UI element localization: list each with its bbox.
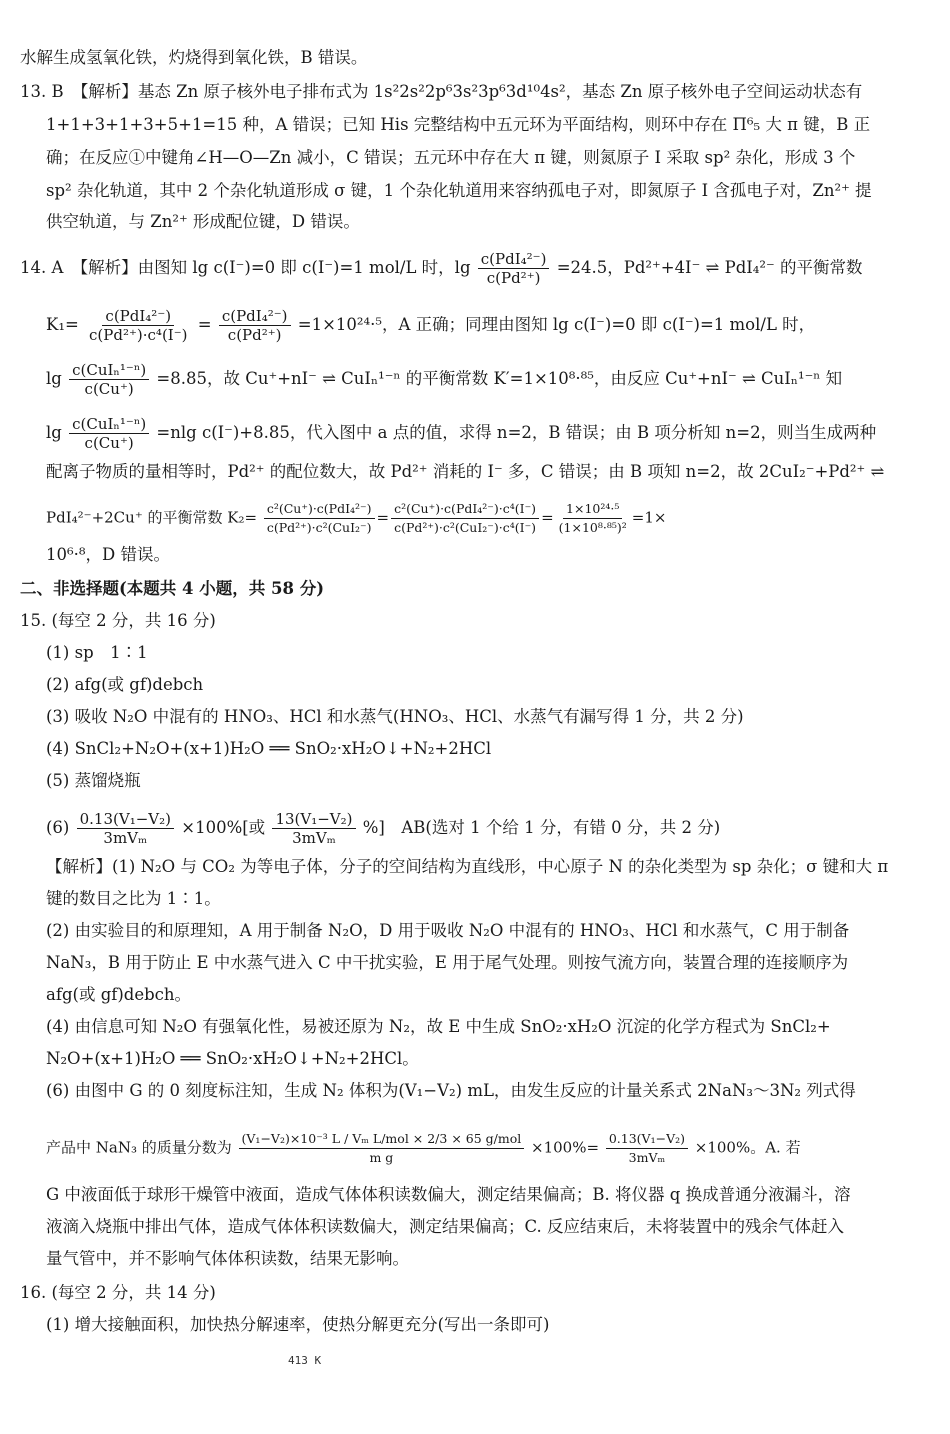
q15-text: (6) [46, 818, 70, 837]
q15-answer-6 [46, 810, 932, 847]
q15-explain-11: 液滴入烧瓶中排出气体，造成气体体积读数偏大，测定结果偏高；C. 反应结束后，未将装置中的残余气体赶入 [46, 1217, 845, 1236]
q15-text: ×100%[或 [181, 818, 266, 837]
q14-text: = [197, 315, 212, 334]
q15-explain-1: 【解析】(1) N₂O 与 CO₂ 为等电子体，分子的空间结构为直线形，中心原子 N 的杂化类型为 sp 杂化；σ 键和大 π [46, 857, 889, 876]
q15-explain-10: G 中液面低于球形干燥管中液面，造成气体体积读数偏大，测定结果偏高；B. 将仪器 q 换成普通分液漏斗，溶 [46, 1185, 851, 1204]
denominator: c(Pd²⁺)·c²(CuI₂⁻) [266, 520, 372, 535]
q13-line-3: 确；在反应①中键角∠H—O—Zn 减小，C 错误；五元环中存在大 π 键，则氮原子 Ⅰ 采取 sp² 杂化，形成 3 个 [46, 148, 856, 167]
fraction [391, 500, 539, 537]
q14-line-6: PdI₄²⁻+2Cu⁺ 的平衡常数 K₂= c²(Cu⁺)·c(PdI₄²⁻) c(Pd²⁺)·c²(CuI₂⁻) = c²(Cu⁺)·c(PdI₄²⁻)·c⁴(I⁻) c(Pd²⁺)·c²(CuI₂⁻)·c⁴(I⁻) = $\frac{\text{1×10²⁴·⁵}}{\text{(1×10⁸·⁸⁵)²}}$ =1× [46, 501, 667, 535]
numerator: 0.13(V₁−V₂) [77, 810, 174, 829]
q15-explain-7: N₂O+(x+1)H₂O ══ SnO₂·xH₂O↓+N₂+2HCl。 [46, 1049, 419, 1068]
q15-explain-9 [46, 1130, 932, 1167]
q14-line-1 [20, 250, 932, 287]
q15-head: 15. (每空 2 分，共 16 分) [20, 611, 216, 630]
q14-line-4 [46, 415, 932, 452]
q15-text: ×100%= [531, 1138, 600, 1157]
q14-line-5: 配离子物质的量相等时，Pd²⁺ 的配位数大，故 Pd²⁺ 消耗的 I⁻ 多，C 错误；由 B 项知 n=2，故 2CuI₂⁻+Pd²⁺ ⇌ [46, 462, 885, 481]
q16-answer-1: (1) 增大接触面积，加快热分解速率，使热分解更充分(写出一条即可) [46, 1315, 550, 1334]
q15-answer-2: (2) afg(或 gf)debch [46, 675, 204, 694]
fraction [69, 361, 149, 398]
numerator: (V₁−V₂)×10⁻³ L / Vₘ L/mol × 2/3 × 65 g/mol [239, 1130, 525, 1149]
q15-explain-12: 量气管中，并不影响气体体积读数，结果无影响。 [46, 1249, 409, 1268]
numerator: c(PdI₄²⁻) [478, 250, 550, 269]
denominator: c(Cu⁺) [84, 380, 134, 398]
q14-text: lg [46, 369, 62, 388]
denominator: 3mVₘ [292, 829, 336, 847]
q14-line-3 [46, 361, 932, 398]
q14-line-7: 10⁶·⁸，D 错误。 [46, 545, 170, 564]
q13-line-1: 13. B 【解析】基态 Zn 原子核外电子排布式为 1s²2s²2p⁶3s²3p⁶3d¹⁰4s²，基态 Zn 原子核外电子空间运动状态有 [20, 82, 863, 101]
fraction [219, 307, 291, 344]
denominator: 3mVₘ [103, 829, 148, 847]
fraction [77, 810, 174, 847]
q15-explain-3: (2) 由实验目的和原理知，A 用于制备 N₂O，D 用于吸收 N₂O 中混有的 HNO₃、HCl 和水蒸气，C 用于制备 [46, 921, 850, 940]
denominator: 3mVₘ [628, 1150, 666, 1165]
fraction [478, 250, 550, 287]
fraction [264, 500, 375, 537]
denominator: c(Pd²⁺) [227, 326, 282, 344]
q15-text: %] AB(选对 1 个给 1 分，有错 0 分，共 2 分) [362, 818, 721, 837]
q15-answer-4: (4) SnCl₂+N₂O+(x+1)H₂O ══ SnO₂·xH₂O↓+N₂+2HCl [46, 739, 492, 758]
q14-line-2 [46, 307, 932, 344]
q14-text: K₁= [46, 315, 79, 334]
fraction [86, 307, 190, 344]
q15-answer-3: (3) 吸收 N₂O 中混有的 HNO₃、HCl 和水蒸气(HNO₃、HCl、水蒸气有漏写得 1 分，共 2 分) [46, 707, 744, 726]
text-line: 水解生成氢氧化铁，灼烧得到氧化铁，B 错误。 [20, 48, 368, 67]
q14-text: =8.85，故 Cu⁺+nI⁻ ⇌ CuIₙ¹⁻ⁿ 的平衡常数 K′=1×10⁸·⁸⁵，由反应 Cu⁺+nI⁻ ⇌ CuIₙ¹⁻ⁿ 知 [156, 369, 843, 388]
q14-text: =24.5，Pd²⁺+4I⁻ ⇌ PdI₄²⁻ 的平衡常数 [556, 258, 863, 277]
denominator: c(Pd²⁺)·c²(CuI₂⁻)·c⁴(I⁻) [394, 520, 537, 535]
numerator: c(PdI₄²⁻) [219, 307, 291, 326]
numerator: c(CuIₙ¹⁻ⁿ) [69, 361, 149, 380]
q16-head: 16. (每空 2 分，共 14 分) [20, 1283, 216, 1302]
section-heading: 二、非选择题(本题共 4 小题，共 58 分) [20, 579, 325, 598]
fraction [69, 415, 149, 452]
numerator: 0.13(V₁−V₂) [606, 1130, 688, 1149]
fraction [272, 810, 355, 847]
q13-line-4: sp² 杂化轨道，其中 2 个杂化轨道形成 σ 键，1 个杂化轨道用来容纳孤电子对，即氮原子 Ⅰ 含孤电子对，Zn²⁺ 提 [46, 181, 872, 200]
q15-text: ×100%。A. 若 [694, 1138, 801, 1157]
fraction [556, 500, 630, 537]
page-footer: 413 K [288, 1354, 322, 1367]
q14-text: =1× [631, 508, 667, 527]
denominator: m g [369, 1150, 394, 1165]
numerator: c²(Cu⁺)·c(PdI₄²⁻) [264, 500, 375, 519]
q15-explain-8: (6) 由图中 G 的 0 刻度标注知，生成 N₂ 体积为(V₁−V₂) mL，由发生反应的计量关系式 2NaN₃～3N₂ 列式得 [46, 1081, 856, 1100]
q15-answer-1: (1) sp 1∶1 [46, 643, 148, 662]
numerator: 1×10²⁴·⁵ [563, 500, 622, 519]
denominator: (1×10⁸·⁸⁵)² [558, 520, 627, 535]
q14-text: 14. A 【解析】由图知 lg c(I⁻)=0 即 c(I⁻)=1 mol/L 时，lg [20, 258, 471, 277]
q14-text: =nlg c(I⁻)+8.85，代入图中 a 点的值，求得 n=2，B 错误；由 B 项分析知 n=2，则当生成两种 [156, 423, 877, 442]
numerator: c²(Cu⁺)·c(PdI₄²⁻)·c⁴(I⁻) [391, 500, 539, 519]
q15-answer-5: (5) 蒸馏烧瓶 [46, 771, 141, 790]
fraction [606, 1130, 688, 1167]
q14-text: =1×10²⁴·⁵，A 正确；同理由图知 lg c(I⁻)=0 即 c(I⁻)=1 mol/L 时， [297, 315, 816, 334]
denominator: c(Cu⁺) [84, 434, 134, 452]
denominator: c(Pd²⁺)·c⁴(I⁻) [89, 326, 188, 344]
fraction [239, 1130, 525, 1167]
q13-line-5: 供空轨道，与 Zn²⁺ 形成配位键，D 错误。 [46, 212, 360, 231]
q15-explain-6: (4) 由信息可知 N₂O 有强氧化性，易被还原为 N₂，故 E 中生成 SnO₂·xH₂O 沉淀的化学方程式为 SnCl₂+ [46, 1017, 831, 1036]
q14-text: PdI₄²⁻+2Cu⁺ 的平衡常数 K₂= [46, 508, 258, 527]
numerator: c(CuIₙ¹⁻ⁿ) [69, 415, 149, 434]
q13-line-2: 1+1+3+1+3+5+1=15 种，A 错误；已知 His 完整结构中五元环为平面结构，则环中存在 Π⁶₅ 大 π 键，B 正 [46, 115, 871, 134]
q15-text: 产品中 NaN₃ 的质量分数为 [46, 1138, 232, 1157]
q15-explain-4: NaN₃，B 用于防止 E 中水蒸气进入 C 中干扰实验，E 用于尾气处理。则按气流方向，装置合理的连接顺序为 [46, 953, 849, 972]
denominator: c(Pd²⁺) [486, 269, 541, 287]
q15-explain-5: afg(或 gf)debch。 [46, 985, 192, 1004]
numerator: c(PdI₄²⁻) [102, 307, 174, 326]
q14-text: lg [46, 423, 62, 442]
q15-explain-2: 键的数目之比为 1∶1。 [46, 889, 221, 908]
numerator: 13(V₁−V₂) [272, 810, 355, 829]
